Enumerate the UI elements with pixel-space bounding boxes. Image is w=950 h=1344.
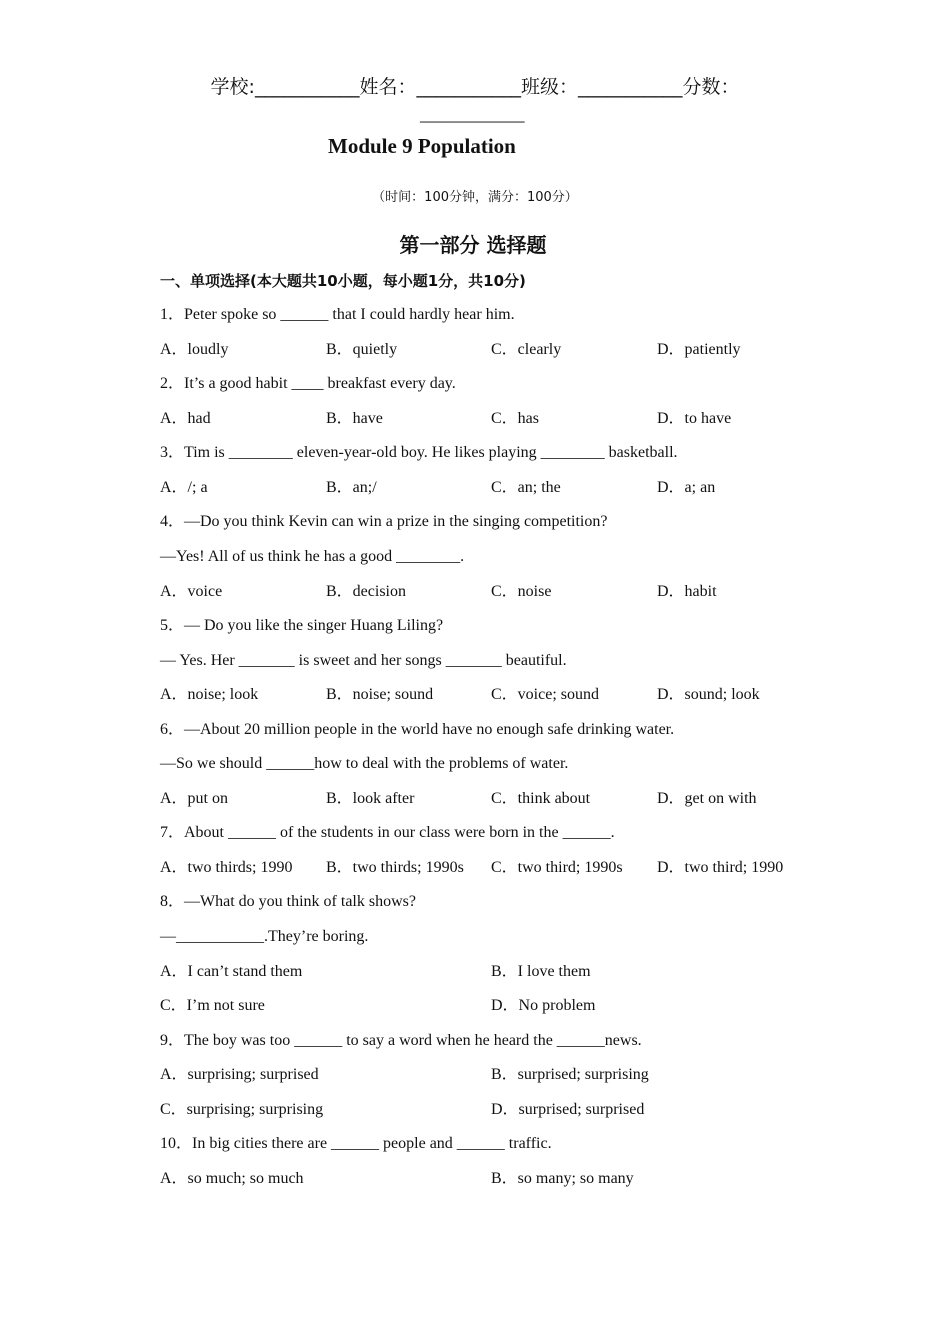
option: B．so many; so many [491,1170,634,1187]
module-title: Module 9 Population [328,134,516,158]
question-stem: 5．— Do you like the singer Huang Liling? [160,617,444,634]
question-stem: 6．—About 20 million people in the world have no enough safe drinking water. [160,721,675,738]
question-stem: 9．The boy was too ______ to say a word when he heard the ______news. [160,1032,642,1049]
option: C．two third; 1990s [491,859,623,876]
question-stem: —Yes! All of us think he has a good ________. [160,548,465,565]
option: B．noise; sound [326,686,434,703]
option: B．surprised; surprising [491,1066,649,1083]
option: A．voice [160,583,223,600]
option: A．/; a [160,479,208,496]
section-title: 一、单项选择(本大题共10小题，每小题1分，共10分) [160,272,526,290]
part-title: 第一部分 选择题 [399,233,547,257]
option: D．get on with [657,790,757,807]
option: C．voice; sound [491,686,599,703]
option: B．quietly [326,341,398,358]
question-stem: 1．Peter spoke so ______ that I could hardly hear him. [160,306,515,323]
question-stem: —___________.They’re boring. [160,928,369,945]
option: A．so much; so much [160,1170,304,1187]
option: C．think about [491,790,591,807]
option: C．surprising; surprising [160,1101,324,1118]
option: D．patiently [657,341,741,358]
option: B．decision [326,583,406,600]
option: A．noise; look [160,686,259,703]
question-stem: 10．In big cities there are ______ people and ______ traffic. [160,1135,552,1152]
option: A．loudly [160,341,229,358]
student-info-line: 学校:___________姓名：___________班级：___________分数： [210,76,740,98]
option: A．I can’t stand them [160,963,303,980]
option: C．noise [491,583,552,600]
question-stem: — Yes. Her _______ is sweet and her songs _______ beautiful. [160,652,567,669]
option: A．two thirds; 1990 [160,859,293,876]
question-stem: —So we should ______how to deal with the problems of water. [160,755,569,772]
option: D．to have [657,410,732,427]
option: D．a; an [657,479,716,496]
question-stem: 8．—What do you think of talk shows? [160,893,416,910]
option: B．an;/ [326,479,377,496]
option: B．I love them [491,963,591,980]
option: A．surprising; surprised [160,1066,319,1083]
option: A．put on [160,790,229,807]
option: D．sound; look [657,686,760,703]
option: C．an; the [491,479,561,496]
option: D．No problem [491,997,596,1014]
option: C．has [491,410,540,427]
question-stem: 2．It’s a good habit ____ breakfast every day. [160,375,456,392]
option: A．had [160,410,211,427]
question-stem: 7．About ______ of the students in our class were born in the ______. [160,824,615,841]
option: B．look after [326,790,415,807]
time-note: （时间：100分钟，满分：100分） [372,190,578,205]
option: D．two third; 1990 [657,859,784,876]
question-stem: 3．Tim is ________ eleven-year-old boy. He likes playing ________ basketball. [160,444,678,461]
question-stem: 4．—Do you think Kevin can win a prize in the singing competition? [160,513,608,530]
option: C．clearly [491,341,562,358]
option: B．have [326,410,383,427]
option: D．surprised; surprised [491,1101,645,1118]
option: C．I’m not sure [160,997,265,1014]
option: D．habit [657,583,717,600]
student-info-line-continued: ___________ [420,104,525,125]
option: B．two thirds; 1990s [326,859,464,876]
